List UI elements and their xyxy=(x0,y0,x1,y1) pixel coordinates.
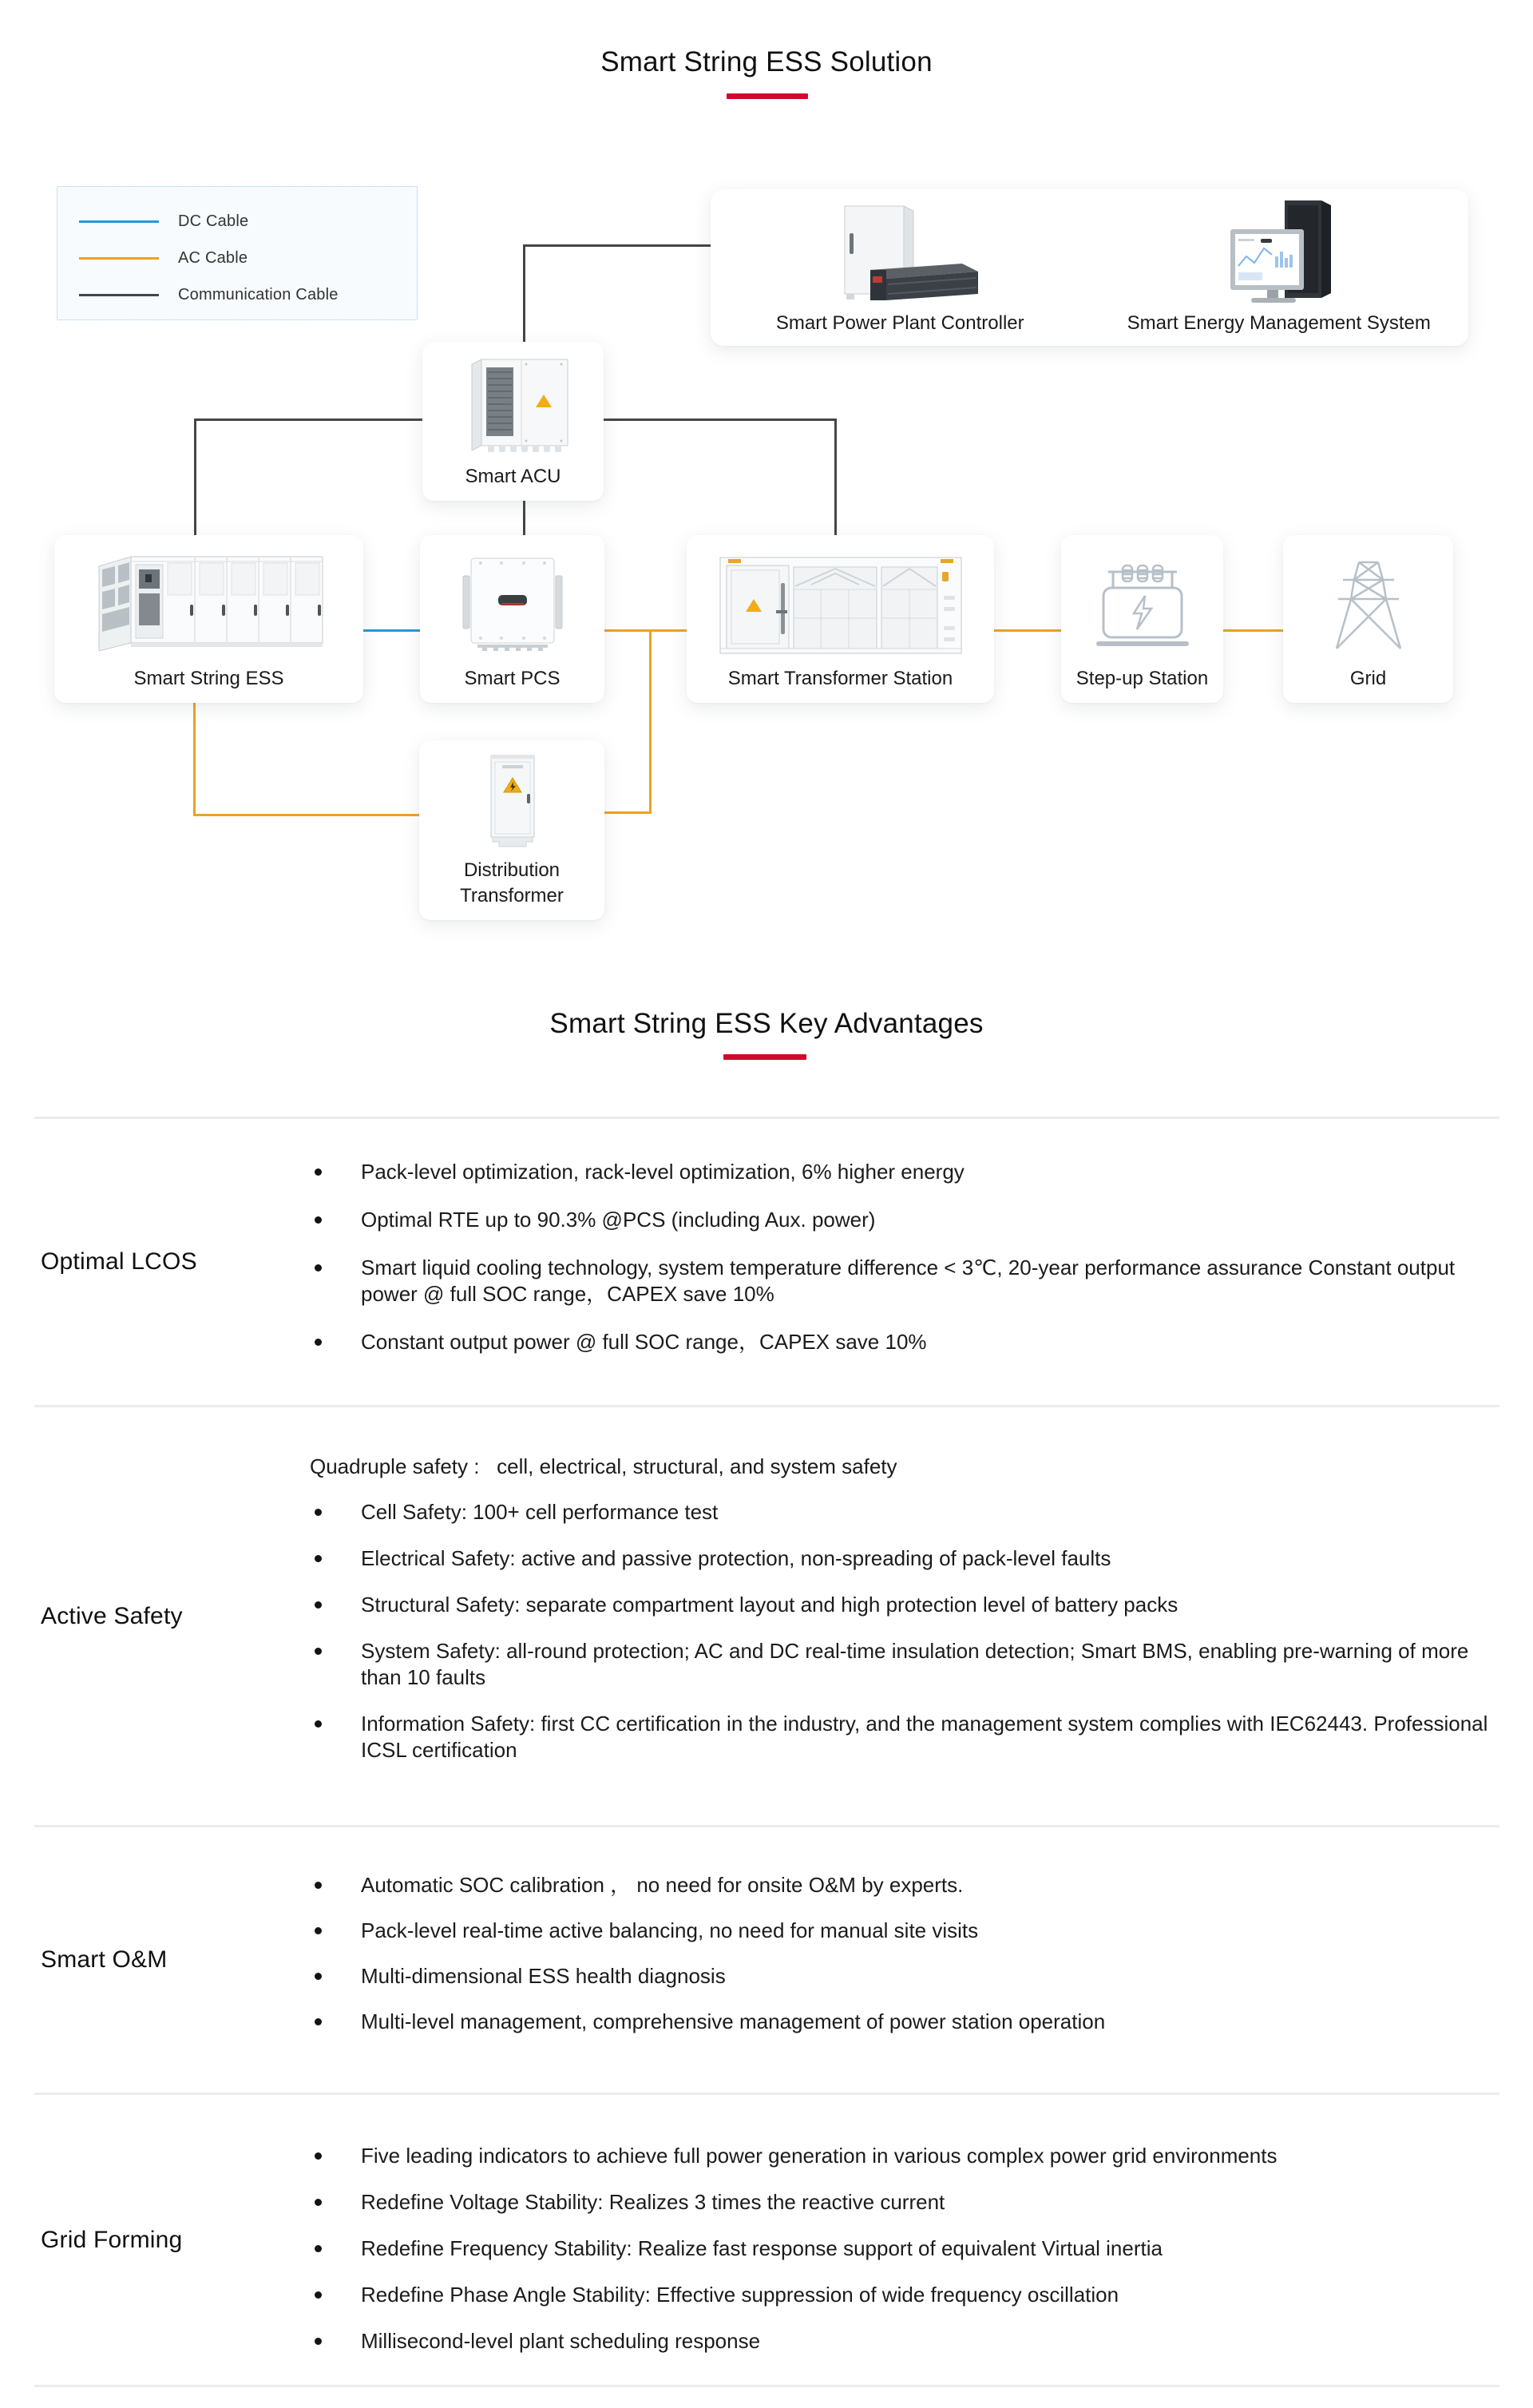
smart-pcs-image xyxy=(420,535,604,666)
bullet-dot xyxy=(315,1720,322,1728)
comm-cable-acu-to-pcs xyxy=(523,499,525,537)
bullet-dot xyxy=(315,2338,322,2345)
section-label: Active Safety xyxy=(41,1602,183,1629)
legend-row-dc xyxy=(79,203,417,240)
bullet-text: System Safety: all-round protection; AC and DC real-time insulation detection; Smart BMS, enabling pre-warning of more than 10 faults xyxy=(361,1639,1475,1689)
bullet-text: Pack-level optimization, rack-level optimization, 6% higher energy xyxy=(361,1160,965,1184)
bullet-dot xyxy=(315,1882,322,1889)
comm-cable-to-ts xyxy=(834,419,837,537)
bullet-item xyxy=(310,2189,1499,2216)
dc-cable-swatch xyxy=(79,220,159,223)
smart-energy-management-system xyxy=(1090,189,1469,346)
bullet-text: Structural Safety: separate compartment layout and high protection level of battery packs xyxy=(361,1593,1178,1617)
comm-cable-acu-up xyxy=(523,244,525,343)
bullet-text: Smart liquid cooling technology, system temperature difference < 3℃, 20-year performance assurance Constant output power @ full SOC range，CAPEX save 10% xyxy=(361,1256,1461,1306)
bullet-item xyxy=(310,2143,1499,2169)
grid-pylon-icon xyxy=(1283,535,1453,666)
smart-power-plant-controller xyxy=(711,189,1090,346)
bullet-text: Five leading indicators to achieve full power generation in various complex power grid environments xyxy=(361,2144,1278,2168)
section-label: Grid Forming xyxy=(41,2226,183,2253)
bullet-text: Cell Safety: 100+ cell performance test xyxy=(361,1500,719,1524)
bullet-dot xyxy=(315,1555,322,1562)
section-content xyxy=(310,1407,1499,1825)
comm-cable-to-controller xyxy=(523,244,712,247)
section-content xyxy=(310,1119,1499,1405)
bullet-item xyxy=(310,1963,1499,1989)
legend-label: AC Cable xyxy=(178,248,248,267)
smart-acu-label: Smart ACU xyxy=(465,466,561,487)
bullet-dot xyxy=(315,2152,322,2160)
smart-acu-card xyxy=(422,342,604,501)
cable-legend xyxy=(57,186,418,320)
bullet-text: Redefine Phase Angle Stability: Effective suppression of wide frequency oscillation xyxy=(361,2283,1119,2307)
bullet-dot xyxy=(315,1509,322,1516)
comm-cable-left xyxy=(194,419,424,421)
bullet-dot xyxy=(315,2199,322,2206)
ac-cable-stepup-to-grid xyxy=(1222,629,1285,632)
section-label: Smart O&M xyxy=(41,1946,168,1973)
smart-string-ess-image xyxy=(54,535,363,666)
step-up-station-label: Step-up Station xyxy=(1075,668,1209,689)
ac-cable-to-dist-left xyxy=(193,814,421,816)
distribution-transformer-image xyxy=(419,740,604,858)
smart-transformer-station-image xyxy=(687,535,994,666)
bullet-item xyxy=(310,1159,1499,1185)
bullet-item xyxy=(310,1918,1499,1944)
legend-label: DC Cable xyxy=(178,212,249,230)
bullet-dot xyxy=(315,1927,322,1934)
bullet-item xyxy=(310,1638,1499,1691)
section-label: Optimal LCOS xyxy=(41,1248,197,1275)
bullet-text: Electrical Safety: active and passive protection, non-spreading of pack-level faults xyxy=(361,1546,1111,1570)
ac-cable-down-to-dist xyxy=(649,629,652,814)
communication-cable-swatch xyxy=(79,294,159,296)
bullet-item xyxy=(310,1711,1499,1763)
distribution-transformer-label xyxy=(460,858,564,909)
advantages-table xyxy=(34,1117,1499,2387)
bullet-dot xyxy=(315,1973,322,1980)
legend-label: Communication Cable xyxy=(178,285,339,303)
distribution-transformer-card xyxy=(419,740,604,920)
ac-cable-pcs-to-ts xyxy=(602,629,687,632)
ac-cable-to-dist-right xyxy=(602,811,652,814)
section-intro: Quadruple safety : cell, electrical, structural, and system safety xyxy=(310,1454,897,1478)
dc-cable-ess-to-pcs xyxy=(363,629,421,632)
bullet-text: Redefine Voltage Stability: Realizes 3 times the reactive current xyxy=(361,2190,945,2214)
bullet-item xyxy=(310,2328,1499,2354)
bullet-item xyxy=(310,2235,1499,2262)
title-underline xyxy=(727,93,808,99)
controller-label: Smart Power Plant Controller xyxy=(775,312,1024,334)
management-devices-box xyxy=(711,189,1468,346)
bullet-text: Millisecond-level plant scheduling response xyxy=(361,2329,761,2353)
grid-label: Grid xyxy=(1349,668,1387,689)
section-content xyxy=(310,1827,1499,2093)
bullet-item xyxy=(310,1255,1499,1307)
section-content xyxy=(310,2095,1499,2385)
bullet-dot xyxy=(315,2018,322,2025)
smart-transformer-station-card xyxy=(687,535,994,703)
smart-string-ess-card xyxy=(54,535,363,703)
bullet-dot xyxy=(315,1264,322,1271)
dist-label-line1: Distribution xyxy=(463,859,561,881)
bullet-text: Multi-dimensional ESS health diagnosis xyxy=(361,1964,726,1988)
bullet-item xyxy=(310,1329,1499,1355)
diagram-title: Smart String ESS Solution xyxy=(600,46,933,77)
bullet-dot xyxy=(315,2291,322,2299)
bullet-text: Multi-level management, comprehensive management of power station operation xyxy=(361,2009,1106,2033)
bullet-text: Information Safety: first CC certification in the industry, and the management system complies with IEC62443. Professional ICSL certification xyxy=(361,1712,1494,1762)
dist-label-line2: Transformer xyxy=(460,885,564,906)
legend-row-ac xyxy=(79,240,417,276)
ems-label: Smart Energy Management System xyxy=(1127,312,1431,334)
bullet-dot xyxy=(315,1168,322,1176)
grid-card xyxy=(1283,535,1453,703)
bullet-text: Redefine Frequency Stability: Realize fast response support of equivalent Virtual inertia xyxy=(361,2236,1163,2260)
ems-image xyxy=(1090,189,1469,311)
comm-cable-right xyxy=(602,419,837,421)
step-up-station-icon xyxy=(1061,535,1223,666)
section-active-safety xyxy=(34,1405,1499,1825)
bullet-item xyxy=(310,2282,1499,2308)
step-up-station-card xyxy=(1061,535,1223,703)
ac-cable-swatch xyxy=(79,257,159,260)
smart-transformer-station-label: Smart Transformer Station xyxy=(727,668,953,689)
ac-cable-ts-to-stepup xyxy=(992,629,1063,632)
bullet-text: Automatic SOC calibration ， no need for onsite O&M by experts. xyxy=(361,1873,964,1897)
advantages-title: Smart String ESS Key Advantages xyxy=(549,1008,984,1039)
bullet-dot xyxy=(315,1216,322,1224)
bullet-item xyxy=(310,1207,1499,1233)
bullet-dot xyxy=(315,1601,322,1609)
bullet-text: Optimal RTE up to 90.3% @PCS (including Aux. power) xyxy=(361,1208,876,1232)
comm-cable-to-ess xyxy=(194,419,196,537)
bullet-item xyxy=(310,2009,1499,2035)
bullet-item xyxy=(310,1592,1499,1618)
bullet-dot xyxy=(315,1648,322,1655)
bullet-item xyxy=(310,1545,1499,1572)
bullet-dot xyxy=(315,2245,322,2252)
bullet-text: Pack-level real-time active balancing, no need for manual site visits xyxy=(361,1918,979,1942)
bullet-dot xyxy=(315,1339,322,1346)
section-smart-om xyxy=(34,1825,1499,2093)
legend-row-comm xyxy=(79,276,417,313)
smart-string-ess-label: Smart String ESS xyxy=(133,668,284,689)
smart-acu-image xyxy=(422,342,604,464)
smart-pcs-card xyxy=(420,535,604,703)
power-plant-controller-image xyxy=(711,189,1090,311)
bullet-item xyxy=(310,1499,1499,1525)
section-grid-forming xyxy=(34,2093,1499,2387)
ac-cable-ess-down xyxy=(193,701,196,816)
bullet-item xyxy=(310,1872,1499,1898)
smart-pcs-label: Smart PCS xyxy=(464,668,561,689)
title-underline xyxy=(723,1054,806,1060)
bullet-text: Constant output power @ full SOC range，CAPEX save 10% xyxy=(361,1330,927,1354)
section-optimal-lcos xyxy=(34,1117,1499,1405)
